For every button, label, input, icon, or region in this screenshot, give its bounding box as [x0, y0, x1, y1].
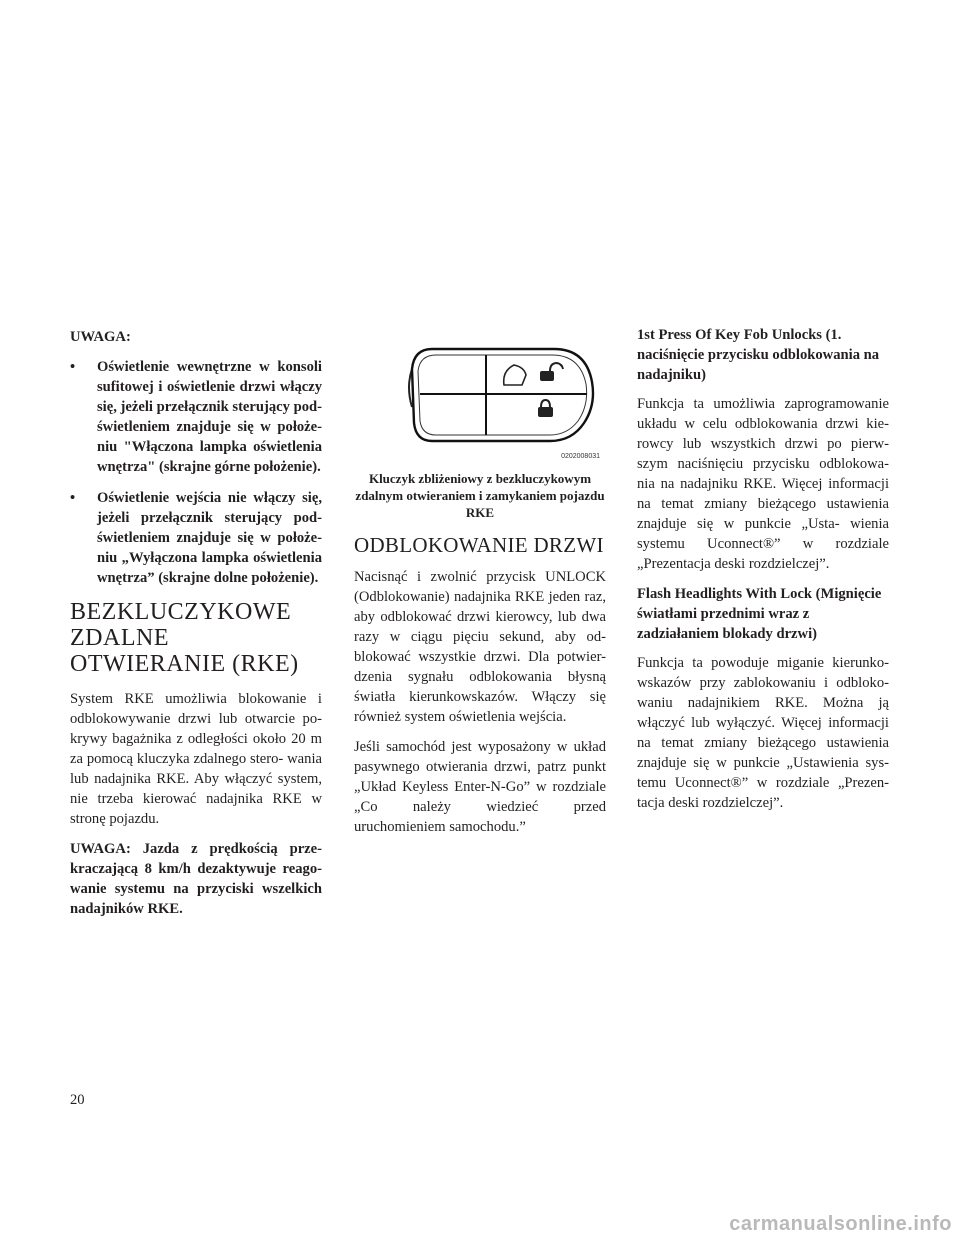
figure-caption: Kluczyk zbliżeniowy z bezkluczykowym zdalnym otwieraniem i zamykaniem pojazdu RKE: [355, 471, 605, 520]
note-bullet-list: [70, 357, 322, 588]
figure-code: 0202008031: [561, 453, 600, 460]
rke-description: System RKE umożliwia blokowanie i odblokowywanie drzwi lub otwarcie po- krywy bagażnika z odległości około 20 m za pomocą kluczyka zdalnego stero- wania lub nadajnika RKE. Aby włączyć system, nie trzeba kierować nadajnika RKE w stronę pojazdu.: [70, 691, 322, 827]
subheading-first-press: 1st Press Of Key Fob Unlocks (1. naciśnięcie przycisku odblokowania na nadajniku): [637, 327, 880, 383]
section-heading-unlock: ODBLOKOWANIE DRZWI: [354, 533, 604, 557]
column-right: [637, 325, 889, 823]
bullet-item: [70, 488, 322, 588]
note-label: UWAGA:: [70, 329, 131, 345]
watermark: [0, 1202, 960, 1242]
bullet-text: Oświetlenie wejścia nie włączy się, jeżeli przełącznik sterujący pod- świetleniem znajduje się w położe- niu „Wyłączona lampka oświetlenia wnętrza” (skrajne dolne położenie).: [97, 490, 322, 586]
section-heading-rke: BEZKLUCZYKOWE ZDALNE OTWIERANIE (RKE): [70, 599, 299, 677]
column-middle: [354, 327, 606, 847]
flash-headlights-description: Funkcja ta powoduje miganie kierunko- wskazów przy zablokowaniu i odbloko- waniu nadajnikiem RKE. Można ją włączyć lub wyłączyć. Więcej informacji na temat zmiany bieżącego ustawienia znajduje się w punkcie „Ustawienia sys- temu Uconnect®” w rozdziale „Prezen- tacja deski rozdzielczej”.: [637, 655, 889, 811]
watermark-text: carmanualsonline.info: [729, 1213, 952, 1235]
subheading-flash-headlights: Flash Headlights With Lock (Mignięcie światłami przednimi wraz z zadziałaniem blokady drzwi): [637, 586, 882, 642]
column-left: [70, 327, 322, 929]
bullet-text: Oświetlenie wewnętrzne w konsoli sufitowej i oświetlenie drzwi włączy się, jeżeli przełącznik sterujący pod- świetleniem znajduje się w położe- niu "Włączona lampka oświetlenia wnętrza" (skrajne górne położenie).: [97, 359, 322, 475]
bullet-item: [70, 357, 322, 477]
key-fob-figure: [354, 327, 606, 462]
first-press-description: Funkcja ta umożliwia zaprogramowanie układu w celu odblokowania drzwi kie- rowcy lub wszystkich drzwi po pierw- szym naciśnięciu przycisku odblokowa- nia na nadajniku RKE. Więcej informacji na temat zmiany bieżącego ustawienia znajduje się w punkcie „Usta- wienia systemu Uconnect®” w rozdziale „Prezentacja deski rozdzielczej”.: [637, 396, 889, 572]
bullet-glyph: •: [70, 490, 76, 506]
unlock-description: Nacisnąć i zwolnić przycisk UNLOCK (Odblokowanie) nadajnika RKE jeden raz, aby odblokować drzwi kierowcy, lub dwa razy w ciągu pięciu sekund, aby od- blokować wszystkie drzwi. Dla potwier- dzenia sygnału odblokowania błysną światła kierunkowskazów. Włączy się również system oświetlenia wejścia.: [354, 569, 606, 725]
speed-note: UWAGA: Jazda z prędkością prze- kraczającą 8 km/h dezaktywuje reago- wanie systemu na przyciski wszelkich nadajników RKE.: [70, 841, 322, 917]
page-number: 20: [70, 1092, 85, 1108]
key-fob-illustration: [354, 327, 606, 462]
bullet-glyph: •: [70, 359, 76, 375]
keyless-reference: Jeśli samochód jest wyposażony w układ pasywnego otwierania drzwi, patrz punkt „Układ Keyless Enter-N-Go” w rozdziale „Co należy wiedzieć przed uruchomieniem samochodu.”: [354, 739, 606, 835]
